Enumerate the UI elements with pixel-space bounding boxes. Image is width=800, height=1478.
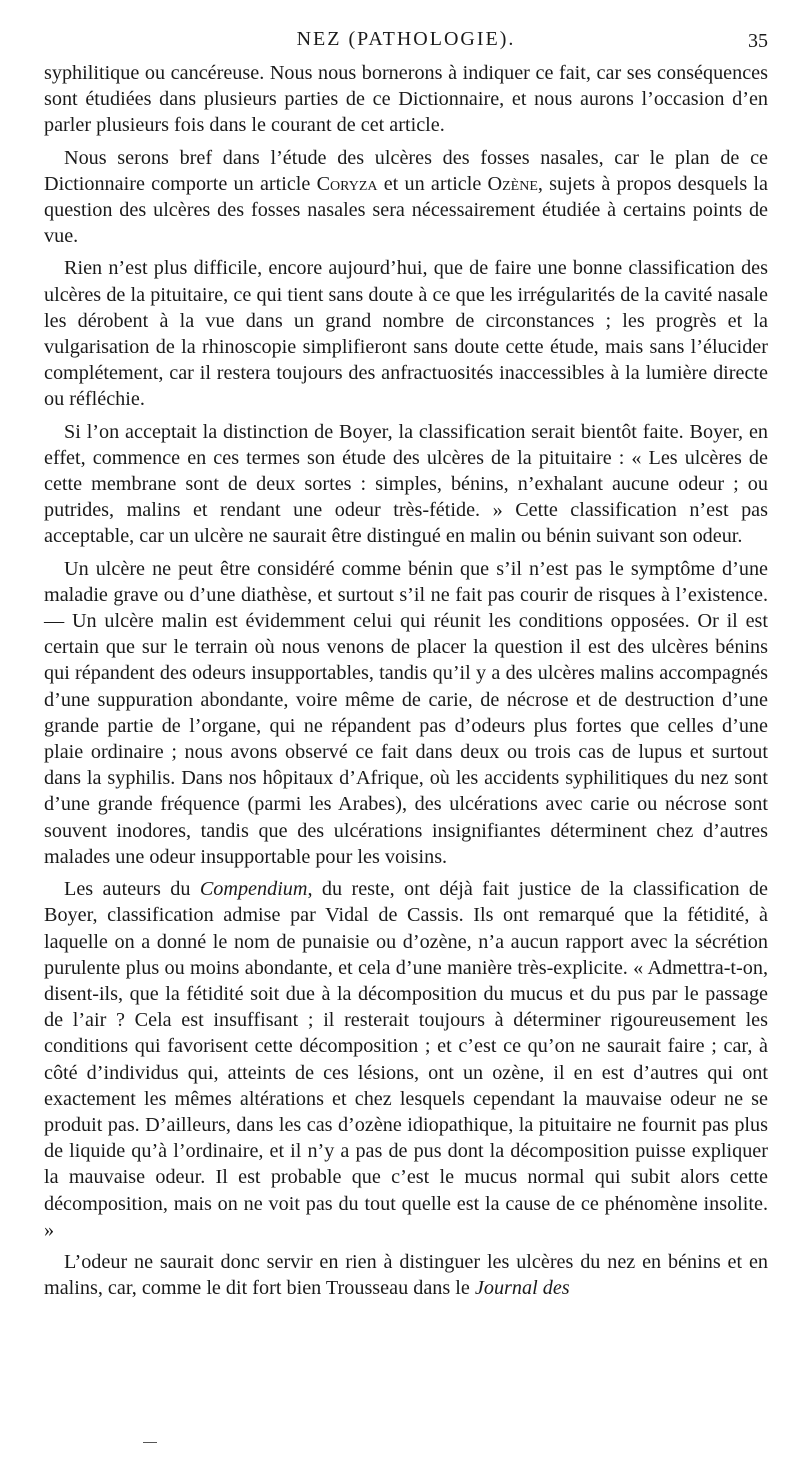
text-run: Si l’on acceptait la distinction de Boyer, la classification serait bientôt faite. Boyer, en effet, commence en ces termes son étude des ulcères de la pituitaire : « Les ulcères de cette membrane sont de deux sortes : simples, bénins, n’exhalant aucune odeur ; ou putrides, malins et rendant une odeur très-fétide. » Cette classification n’est pas acceptable, car un ulcère ne saurait être distingué en malin ou bénin suivant son odeur. <box>44 420 768 548</box>
text-run: , sujets à propos desquels la question des ulcères des fosses nasales sera nécessairement étudiée à certains points de vue. <box>44 172 768 248</box>
paragraph <box>44 1249 768 1301</box>
paragraph <box>44 60 768 139</box>
running-title: NEZ (PATHOLOGIE). <box>296 28 516 50</box>
text-run: Les auteurs du <box>64 878 200 901</box>
text-run: Nous serons bref dans l’étude des ulcères des fosses nasales, car le plan de ce Dictionnaire comporte un article <box>44 146 768 195</box>
document-page <box>44 0 768 1307</box>
text-run: Rien n’est plus difficile, encore aujourd’hui, que de faire une bonne classification des ulcères de la pituitaire, ce qui tient sans doute à ce que les irrégularités de la cavité nasale les dérobent à la vue dans un grand nombre de circonstances ; les progrès et la vulgarisation de la rhinoscopie simplifieront sans doute cette étude, mais sans l’élucider complétement, car il restera toujours des anfractuosités inaccessibles à la lumière directe ou réfléchie. <box>44 257 768 411</box>
paragraph <box>44 419 768 550</box>
paragraph <box>44 556 768 870</box>
page-number: 35 <box>748 30 768 52</box>
paragraph <box>44 876 768 1243</box>
text-run: L’odeur ne saurait donc servir en rien à distinguer les ulcères du nez en bénins et en malins, car, comme le dit fort bien Trousseau dans le <box>44 1250 768 1300</box>
footer-mark <box>143 1442 157 1443</box>
text-run: et un article <box>377 172 488 195</box>
small-caps-text: Coryza <box>316 172 378 195</box>
paragraph <box>44 255 768 412</box>
italic-text: Journal des <box>474 1277 570 1300</box>
italic-text: Compendium <box>199 878 308 901</box>
paragraph <box>44 145 768 250</box>
text-run: , du reste, ont déjà fait justice de la classification de Boyer, classification admise par Vidal de Cassis. Ils ont remarqué que la fétidité, à laquelle on a donné le nom de punaisie ou d’ozène, n’a aucun rapport avec la sécrétion purulente plus ou moins abondante, et cela d’une manière très-explicite. « Admettra-t-on, disent-ils, que la fétidité soit due à la décomposition du mucus et du pus par le passage de l’air ? Cela est insuffisant ; il resterait toujours à déterminer rigoureusement les conditions qui favorisent cette décomposition ; et c’est ce qu’on ne saurait faire ; car, à côté d’individus qui, atteints de ces lésions, ont un ozène, il en est d’autres qui ont exactement les mêmes altérations et chez lesquels cependant la mauvaise odeur ne se produit pas. D’ailleurs, dans les cas d’ozène idiopathique, la pituitaire ne fournit pas plus de liquide qu’à l’ordinaire, et il n’y a pas de pus dont la décomposition puisse expliquer la mauvaise odeur. Il est probable que c’est le mucus normal qui subit alors cette décomposition, mais on ne voit pas du tout quelle est la cause de ce phénomène insolite. » <box>44 878 768 1241</box>
running-head <box>44 0 768 60</box>
small-caps-text: Ozène <box>487 172 538 195</box>
text-run: Un ulcère ne peut être considéré comme bénin que s’il n’est pas le symptôme d’une maladie grave ou d’une diathèse, et surtout s’il ne fait pas courir de risques à l’existence. — Un ulcère malin est évidemment celui qui réunit les conditions opposées. Or il est certain que sur le terrain où nous venons de placer la question il est des ulcères bénins qui répandent des odeurs insupportables, tandis qu’il y a des ulcères malins accompagnés d’une suppuration abondante, voire même de carie, de nécrose et de destruction d’une grande partie de l’organe, qui ne répandent pas d’odeurs plus fortes que celles d’une plaie ordinaire ; nous avons observé ce fait dans deux ou trois cas de lupus et surtout dans la syphilis. Dans nos hôpitaux d’Afrique, où les accidents syphilitiques du nez sont d’une grande fréquence (parmi les Arabes), des ulcérations avec carie ou nécrose sont souvent inodores, tandis que des ulcérations insignifiantes déterminent chez d’autres malades une odeur insupportable pour les voisins. <box>44 557 768 868</box>
text-run: syphilitique ou cancéreuse. Nous nous bornerons à indiquer ce fait, car ses conséquences sont étudiées dans plusieurs parties de ce Dictionnaire, et nous aurons l’occasion d’en parler plusieurs fois dans le courant de cet article. <box>44 62 768 137</box>
body-text <box>44 60 768 1301</box>
